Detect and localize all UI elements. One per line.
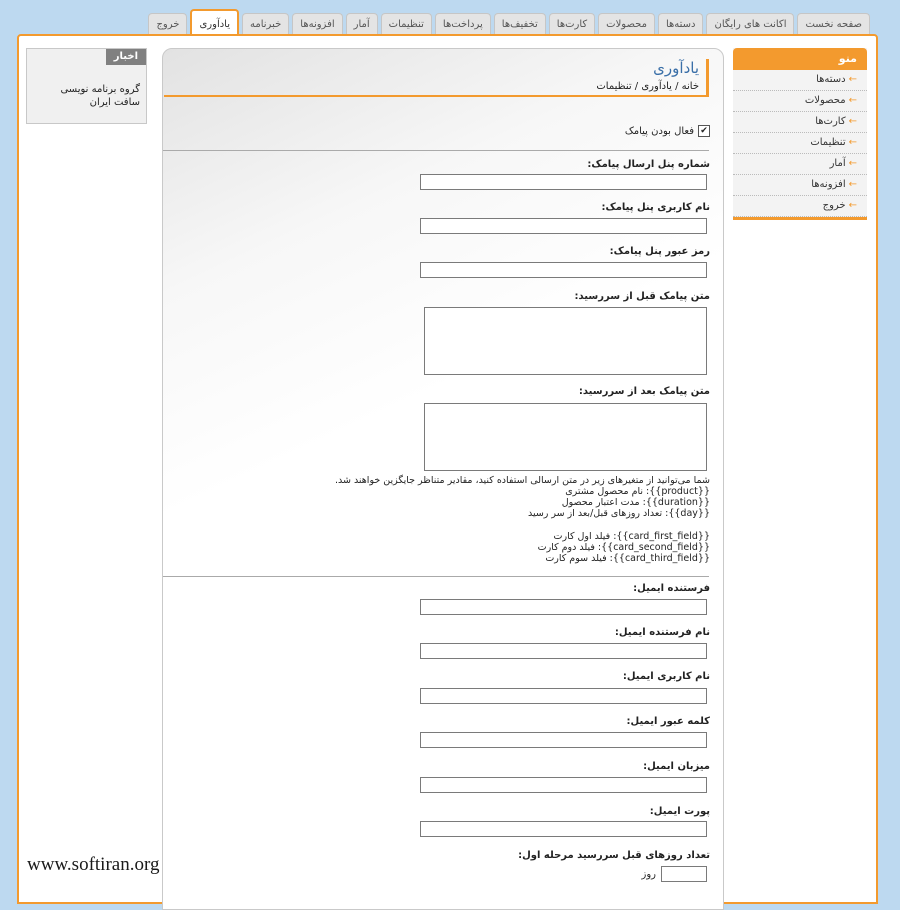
sms-text-before-label: متن پیامک قبل از سررسید: xyxy=(574,291,710,302)
arrow-left-icon: ← xyxy=(848,158,857,169)
menu-item-cards[interactable] xyxy=(733,112,867,133)
email-port-input[interactable] xyxy=(420,821,707,837)
sms-panel-password-input[interactable] xyxy=(420,262,707,278)
tab-categories[interactable]: دسته‌ها xyxy=(658,13,704,36)
spacer xyxy=(335,519,710,531)
tab-payments[interactable]: پرداخت‌ها xyxy=(435,13,491,36)
day-unit-label: روز xyxy=(641,869,656,880)
variable-card-third: {{card_third_field}}: فیلد سوم کارت xyxy=(545,553,710,564)
email-sender-name-input[interactable] xyxy=(420,643,707,659)
tab-discounts[interactable]: تخفیف‌ها xyxy=(494,13,546,36)
news-box xyxy=(26,48,147,124)
menu-item-plugins[interactable] xyxy=(733,175,867,196)
variable-product: {{product}}: نام محصول مشتری xyxy=(565,486,710,497)
tab-plugins[interactable]: افزونه‌ها xyxy=(292,13,342,36)
sms-enabled-label: فعال بودن پیامک xyxy=(624,125,694,137)
tab-stats[interactable]: آمار xyxy=(346,13,378,36)
menu-item-label: خروج xyxy=(822,200,846,211)
days-first-stage-input[interactable] xyxy=(661,866,707,882)
menu-item-label: تنظیمات xyxy=(810,137,846,148)
variable-duration: {{duration}}: مدت اعتبار محصول xyxy=(561,497,710,508)
tab-settings[interactable]: تنظیمات xyxy=(381,13,432,36)
email-host-label: میزبان ایمیل: xyxy=(643,761,710,772)
email-port-label: پورت ایمیل: xyxy=(649,806,710,817)
sms-panel-username-input[interactable] xyxy=(420,218,707,234)
tab-reminder[interactable]: یادآوری xyxy=(190,9,239,38)
menu-item-stats[interactable] xyxy=(733,154,867,175)
main-container xyxy=(17,34,878,904)
email-username-input[interactable] xyxy=(420,688,707,704)
menu-item-settings[interactable] xyxy=(733,133,867,154)
menu-item-categories[interactable] xyxy=(733,70,867,91)
sms-panel-username-label: نام کاربری پنل پیامک: xyxy=(601,202,710,213)
sms-text-before-textarea[interactable] xyxy=(424,307,707,375)
menu-item-label: افزونه‌ها xyxy=(811,179,846,190)
page-title: یادآوری xyxy=(653,59,699,77)
menu-item-label: آمار xyxy=(829,158,846,169)
tab-newsletter[interactable]: خبرنامه xyxy=(242,13,289,36)
tab-cards[interactable]: کارت‌ها xyxy=(549,13,595,36)
menu-item-logout[interactable] xyxy=(733,196,867,217)
tab-free-accounts[interactable]: اکانت های رایگان xyxy=(706,13,794,36)
content-panel xyxy=(162,48,724,910)
email-password-input[interactable] xyxy=(420,732,707,748)
sms-enabled-row xyxy=(625,125,710,137)
sms-text-after-textarea[interactable] xyxy=(424,403,707,471)
sms-panel-number-label: شماره پنل ارسال پیامک: xyxy=(587,159,710,170)
arrow-left-icon: ← xyxy=(848,179,857,190)
divider xyxy=(163,576,709,577)
top-tabs xyxy=(140,8,870,36)
tab-home[interactable]: صفحه نخست xyxy=(797,13,870,36)
arrow-left-icon: ← xyxy=(848,200,857,211)
menu-item-label: کارت‌ها xyxy=(815,116,846,127)
tab-products[interactable]: محصولات xyxy=(598,13,655,36)
email-host-input[interactable] xyxy=(420,777,707,793)
days-first-stage-label: تعداد روزهای قبل سررسید مرحله اول: xyxy=(518,850,710,861)
sms-panel-password-label: رمز عبور پنل پیامک: xyxy=(609,246,710,257)
menu-item-label: دسته‌ها xyxy=(816,74,846,85)
email-sender-name-label: نام فرستنده ایمیل: xyxy=(614,627,710,638)
menu-item-label: محصولات xyxy=(804,95,846,106)
divider xyxy=(163,150,709,151)
watermark: www.softiran.org xyxy=(27,854,160,875)
arrow-left-icon: ← xyxy=(848,116,857,127)
variable-card-first: {{card_first_field}}: فیلد اول کارت xyxy=(553,531,710,542)
news-box-title: اخبار xyxy=(106,49,146,65)
sms-enabled-checkbox[interactable]: ✔ xyxy=(698,125,710,137)
breadcrumb: خانه / یادآوری / تنظیمات xyxy=(596,81,699,92)
title-underline xyxy=(164,95,709,97)
arrow-left-icon: ← xyxy=(848,74,857,85)
variable-card-second: {{card_second_field}}: فیلد دوم کارت xyxy=(537,542,710,553)
tab-logout[interactable]: خروج xyxy=(148,13,187,36)
email-username-label: نام کاربری ایمیل: xyxy=(622,671,710,682)
page-header xyxy=(164,59,709,92)
sms-text-after-label: متن پیامک بعد از سررسید: xyxy=(578,386,710,397)
side-menu xyxy=(733,48,867,220)
arrow-left-icon: ← xyxy=(848,95,857,106)
email-password-label: کلمه عبور ایمیل: xyxy=(626,716,710,727)
sms-panel-number-input[interactable] xyxy=(420,174,707,190)
side-menu-title: منو xyxy=(733,48,867,70)
arrow-left-icon: ← xyxy=(848,137,857,148)
news-box-text: گروه برنامه نویسی سافت ایران xyxy=(60,84,140,108)
variable-day: {{day}}: تعداد روزهای قبل/بعد از سر رسید xyxy=(527,508,710,519)
email-sender-input[interactable] xyxy=(420,599,707,615)
menu-item-products[interactable] xyxy=(733,91,867,112)
variables-note xyxy=(335,475,710,564)
title-accent-bar xyxy=(706,59,709,95)
variables-intro: شما می‌توانید از متغیرهای زیر در متن ارسالی استفاده کنید، مقادیر متناظر جایگزین خواهند شد. xyxy=(334,475,710,486)
email-sender-label: فرستنده ایمیل: xyxy=(633,583,710,594)
